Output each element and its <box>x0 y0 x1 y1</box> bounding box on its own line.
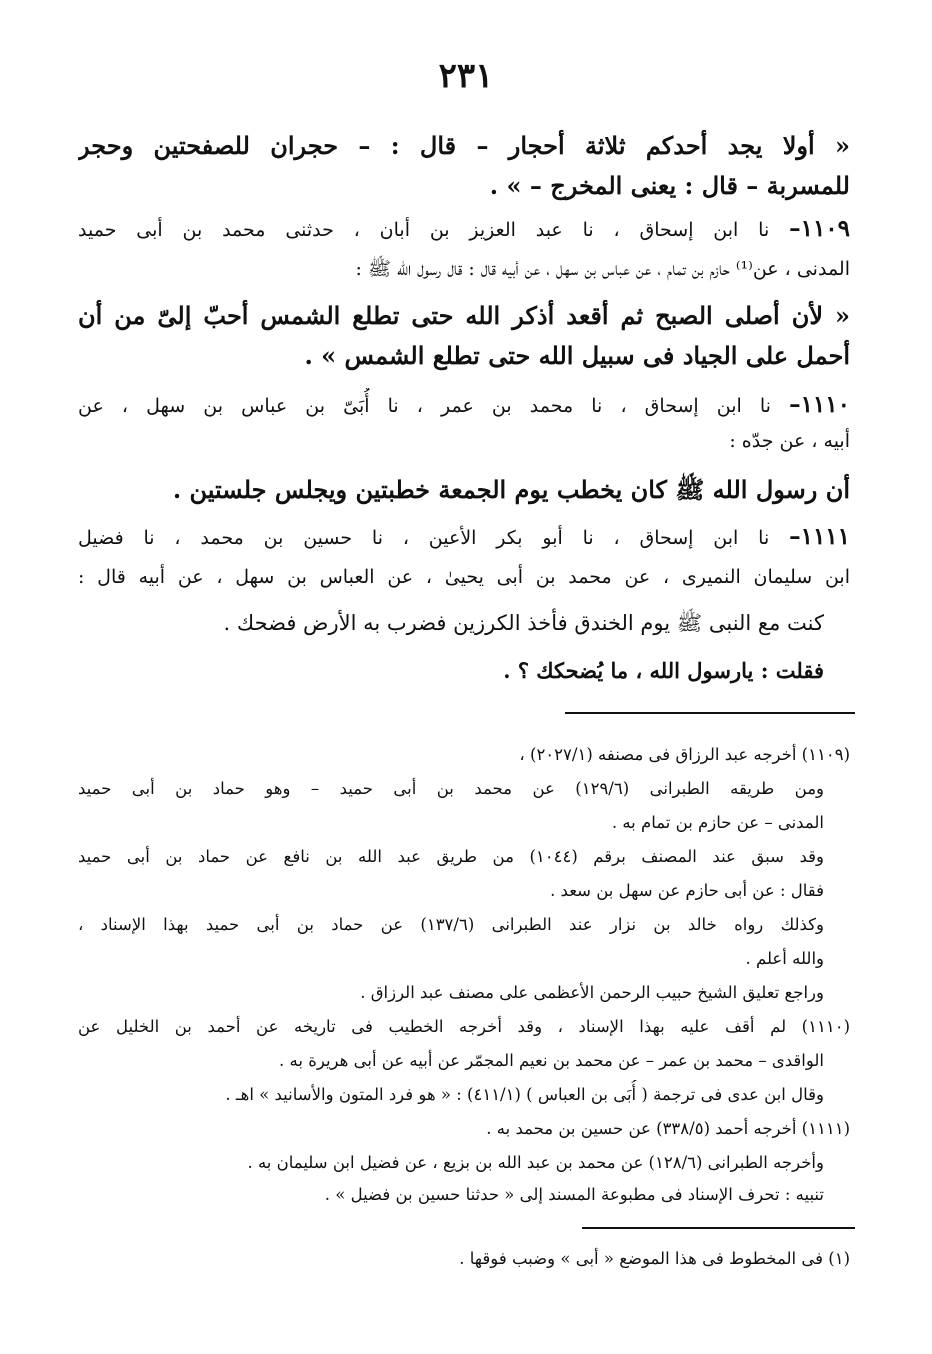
hadith-number: ١١١٠– <box>789 391 850 418</box>
footnote-line: ومن طريقه الطبرانى (١٢٩/٦) عن محمد بن أبى حميد – وهو حماد بن أبى حميد <box>78 779 824 798</box>
footnote-line: وكذلك رواه خالد بن نزار عند الطبرانى (١٣٧/٦) عن حماد بن أبى حميد بهذا الإسناد ، <box>78 915 824 934</box>
footnote-line: وراجع تعليق الشيخ حبيب الرحمن الأعظمى على مصنف عبد الرزاق . <box>360 983 824 1002</box>
footnote-line: وقال ابن عدى فى ترجمة ( أُبَى بن العباس ) (٤١١/١) : « هو فرد المتون والأسانيد » اهـ . <box>225 1085 824 1104</box>
page-number: ٢٣١ <box>438 56 494 96</box>
hadith-text-line: أحمل على الجياد فى سبيل الله حتى تطلع الشمس » . <box>304 341 850 370</box>
hadith-number: ١١١١– <box>789 523 850 550</box>
isnad-line <box>78 388 850 423</box>
footnote-line: (١١١١) أخرجه أحمد (٣٣٨/٥) عن حسين بن محمد به . <box>486 1119 850 1138</box>
isnad-line: ابن سليمان النميرى ، عن محمد بن أبى يحيىٰ ، عن العباس بن سهل ، عن أبيه قال : <box>78 566 850 588</box>
margin-note: (١) فى المخطوط فى هذا الموضع « أبى » وضبب فوقها . <box>459 1249 850 1268</box>
hadith-text-line: فقلت : يارسول الله ، ما يُضحكك ؟ . <box>503 658 824 683</box>
footnote-line: تنبيه : تحرف الإسناد فى مطبوعة المسند إلى « حدثنا حسين بن فضيل » . <box>324 1185 824 1204</box>
margin-note-divider <box>582 1227 855 1229</box>
footnote-line: وقد سبق عند المصنف برقم (١٠٤٤) من طريق عبد الله بن نافع عن حماد بن أبى حميد <box>78 847 824 866</box>
hadith-text-line: للمسربة – قال : يعنى المخرج – » . <box>489 171 850 200</box>
hadith-text-line: أن رسول الله ﷺ كان يخطب يوم الجمعة خطبتين ويجلس جلستين . <box>172 475 850 504</box>
isnad-text: نا ابن إسحاق ، نا أبو بكر الأعين ، نا حسين بن محمد ، نا فضيل <box>78 527 770 549</box>
footnote-line: وأخرجه الطبرانى (١٢٨/٦) عن محمد بن عبد الله بن بزيع ، عن فضيل ابن سليمان به . <box>247 1153 824 1172</box>
footnote-line: (١١٠٩) أخرجه عبد الرزاق فى مصنفه (٢٠٢٧/١) ، <box>519 745 850 764</box>
isnad-text: نا ابن إسحاق ، نا عبد العزيز بن أبان ، حدثنى محمد بن أبى حميد <box>78 219 770 241</box>
footnote-line: المدنى – عن حازم بن تمام به . <box>611 813 824 832</box>
hadith-text-line: كنت مع النبى ﷺ يوم الخندق فأخذ الكرزين فضرب به الأرض فضحك . <box>223 611 824 635</box>
isnad-text: نا ابن إسحاق ، نا محمد بن عمر ، نا أُبَىّ بن عباس بن سهل ، عن <box>78 395 771 417</box>
isnad-line: المدنى ، عن⁽¹⁾ حازم بن تمام ، عن عباس بن سهل ، عن أبيه قال : قال رسول الله ﷺ : <box>355 258 850 280</box>
footnote-line: فقال : عن أبى حازم عن سهل بن سعد . <box>550 881 824 900</box>
hadith-text-line: « لأن أصلى الصبح ثم أقعد أذكر الله حتى تطلع الشمس أحبّ إلىّ من أن <box>78 301 850 330</box>
footnote-line: (١١١٠) لم أقف عليه بهذا الإسناد ، وقد أخرجه الخطيب فى تاريخه عن أحمد بن الخليل عن <box>78 1017 850 1036</box>
footnote-divider <box>565 712 855 714</box>
footnote-line: الواقدى – محمد بن عمر – عن محمد بن نعيم المجمّر عن أبيه عن أبى هريرة به . <box>279 1051 824 1070</box>
hadith-number: ١١٠٩– <box>789 215 850 242</box>
isnad-line: أبيه ، عن جدّه : <box>729 430 850 452</box>
footnote-line: والله أعلم . <box>745 949 824 968</box>
isnad-line <box>78 212 850 247</box>
hadith-text-line: « أولا يجد أحدكم ثلاثة أحجار – قال : – حجران للصفحتين وحجر <box>78 131 850 160</box>
isnad-line <box>78 520 850 555</box>
